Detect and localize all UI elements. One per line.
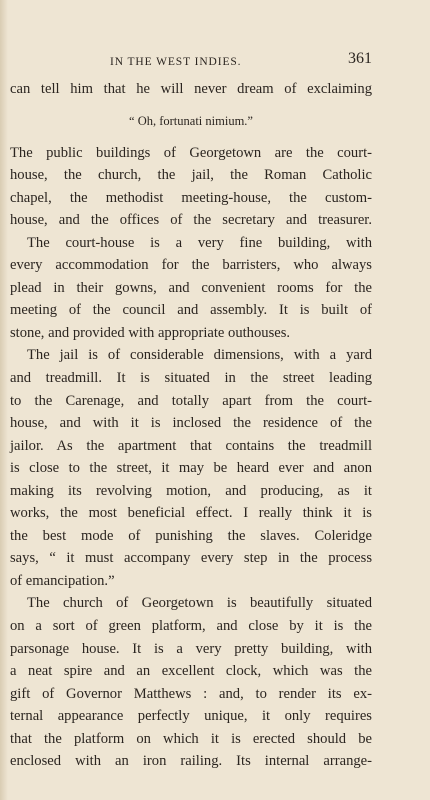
text-line: The public buildings of Georgetown are the court- bbox=[10, 144, 372, 161]
text-line: parsonage house. It is a very pretty building, with bbox=[10, 640, 372, 657]
text-line: meeting of the council and assembly. It is built of bbox=[10, 302, 372, 319]
text-line: says, “ it must accompany every step in the process bbox=[10, 550, 372, 567]
text-line: jailor. As the apartment that contains the treadmill bbox=[10, 437, 372, 454]
text-line: The court-house is a very fine building, with bbox=[27, 234, 372, 251]
text-line: The jail is of considerable dimensions, with a yard bbox=[27, 347, 372, 364]
text-line: of emancipation.” bbox=[10, 572, 115, 589]
page-header bbox=[10, 50, 372, 76]
text-line: house, the church, the jail, the Roman Catholic bbox=[10, 167, 372, 184]
text-line: plead in their gowns, and convenient rooms for the bbox=[10, 279, 372, 296]
text-line: to the Carenage, and totally apart from the court- bbox=[10, 392, 372, 409]
text-line: the best mode of punishing the slaves. Coleridge bbox=[10, 527, 372, 544]
text-line: works, the most beneficial effect. I really think it is bbox=[10, 505, 372, 522]
paragraph-court-house bbox=[10, 232, 372, 345]
text-line: ternal appearance perfectly unique, it only requires bbox=[10, 708, 372, 725]
text-line: is close to the street, it may be heard ever and anon bbox=[10, 460, 372, 477]
text-line: can tell him that he will never dream of exclaiming bbox=[10, 81, 372, 97]
body-text bbox=[10, 78, 372, 773]
page-gutter-shadow bbox=[0, 0, 8, 800]
page-number: 361 bbox=[348, 50, 372, 67]
text-line: and treadmill. It is situated in the street leading bbox=[10, 370, 372, 387]
text-line: The church of Georgetown is beautifully situated bbox=[27, 595, 372, 612]
text-line: gift of Governor Matthews : and, to render its ex- bbox=[10, 685, 372, 702]
paragraph-church bbox=[10, 592, 372, 772]
text-line: on a sort of green platform, and close by it is the bbox=[10, 618, 372, 635]
text-line: that the platform on which it is erected should be bbox=[10, 730, 372, 747]
text-line: every accommodation for the barristers, who always bbox=[10, 257, 372, 274]
text-line: stone, and provided with appropriate outhouses. bbox=[10, 324, 291, 341]
text-line: enclosed with an iron railing. Its internal arrange- bbox=[10, 753, 372, 770]
paragraph-public-buildings bbox=[10, 142, 372, 232]
paragraph-jail bbox=[10, 344, 372, 592]
text-line: a neat spire and an excellent clock, which was the bbox=[10, 663, 372, 680]
text-line: chapel, the methodist meeting-house, the custom- bbox=[10, 189, 372, 206]
text-line: house, and with it is inclosed the residence of the bbox=[10, 415, 372, 432]
latin-quotation: “ Oh, fortunati nimium.” bbox=[129, 113, 253, 128]
text-line: house, and the offices of the secretary and treasurer. bbox=[10, 212, 372, 229]
text-line: making its revolving motion, and producing, as it bbox=[10, 482, 372, 499]
running-title: IN THE WEST INDIES. bbox=[110, 56, 242, 68]
